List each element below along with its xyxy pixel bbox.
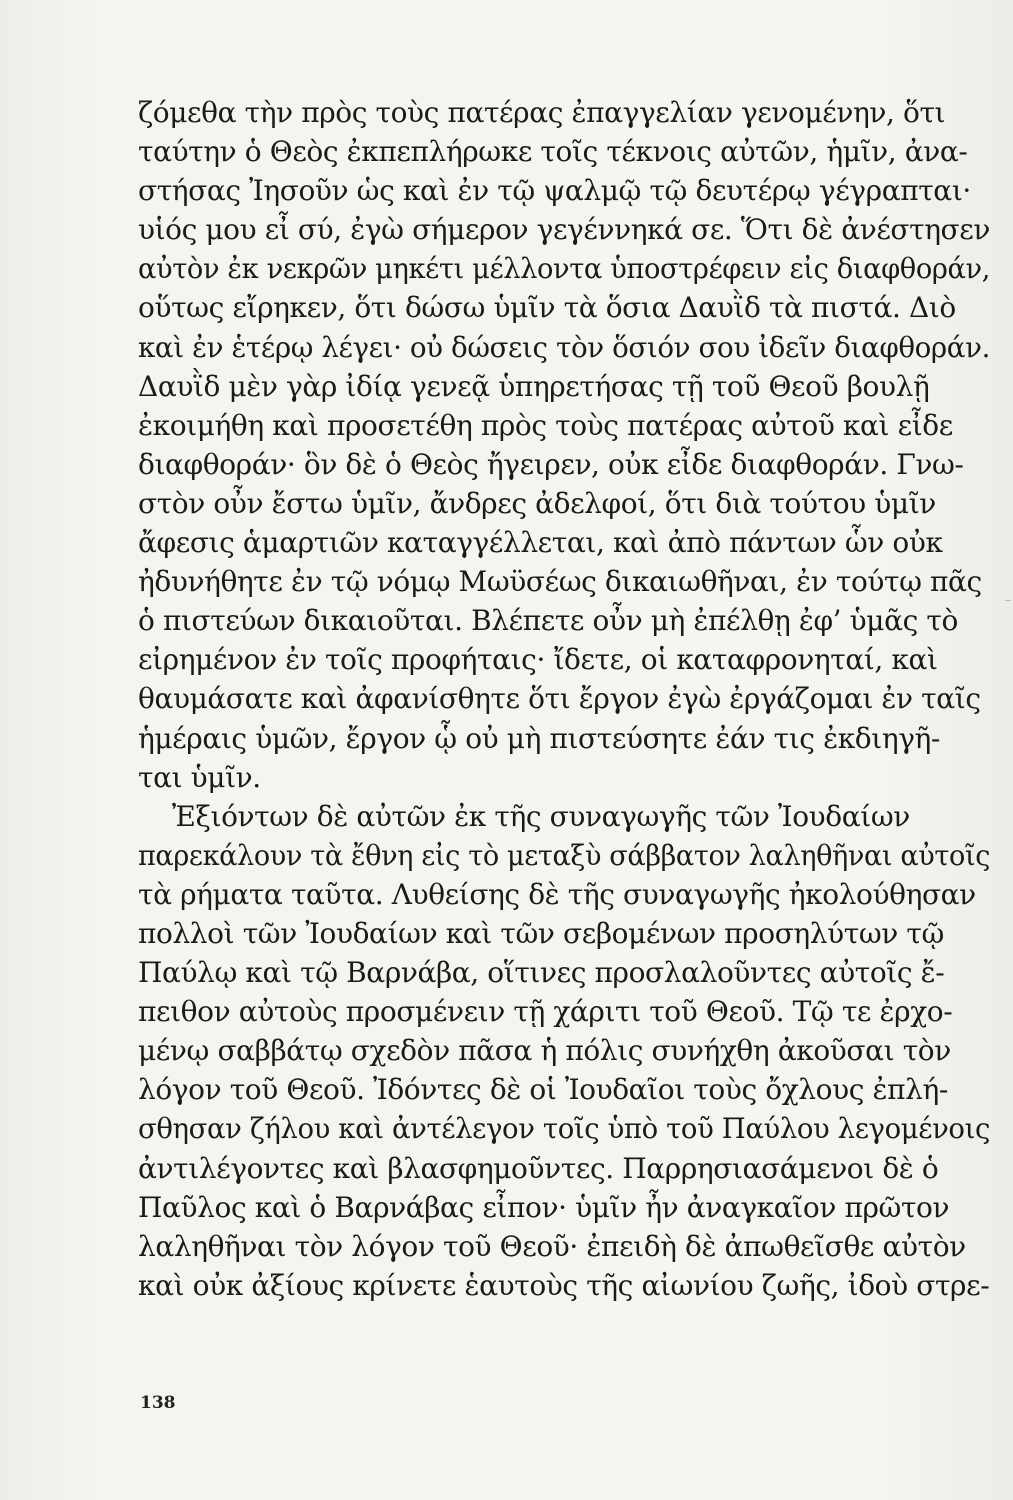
text-line: Παῦλος καὶ ὁ Βαρνάβας εἶπον· ὑμῖν ἦν ἀναγκαῖον πρῶτον	[138, 1190, 950, 1224]
text-line: σθησαν ζήλου καὶ ἀντέλεγον τοῖς ὑπὸ τοῦ Παύλου λεγομένοις	[138, 1112, 990, 1146]
text-line: ζόμεθα τὴν πρὸς τοὺς πατέρας ἐπαγγελίαν γενομένην, ὅτι	[138, 96, 946, 129]
text-line: παρεκάλουν τὰ ἔθνη εἰς τὸ μεταξὺ σάββατον λαληθῆναι αὐτοῖς	[138, 838, 990, 872]
text-line: λόγον τοῦ Θεοῦ. Ἰδόντες δὲ οἱ Ἰουδαῖοι τοὺς ὄχλους ἐπλή-	[138, 1073, 948, 1107]
text-line: ἡμέραις ὑμῶν, ἔργον ᾧ οὐ μὴ πιστεύσητε ἐάν τις ἐκδιηγῆ-	[138, 721, 940, 755]
text-line: ἐκοιμήθη καὶ προσετέθη πρὸς τοὺς πατέρας αὐτοῦ καὶ εἶδε	[138, 408, 953, 442]
text-line: στήσας Ἰησοῦν ὡς καὶ ἐν τῷ ψαλμῷ τῷ δευτέρῳ γέγραπται·	[138, 174, 971, 208]
text-line: Παύλῳ καὶ τῷ Βαρνάβα, οἵτινες προσλαλοῦντες αὐτοῖς ἔ-	[138, 956, 945, 990]
text-line: ταύτην ὁ Θεὸς ἐκπεπλήρωκε τοῖς τέκνοις αὐτῶν, ἡμῖν, ἀνα-	[138, 135, 968, 169]
text-line: πολλοὶ τῶν Ἰουδαίων καὶ τῶν σεβομένων προσηλύτων τῷ	[138, 916, 944, 950]
text-line: υἱός μου εἶ σύ, ἐγὼ σήμερον γεγέννηκά σε. Ὅτι δὲ ἀνέστησεν	[138, 213, 990, 247]
text-line: εἰρημένον ἐν τοῖς προφήταις· ἴδετε, οἱ καταφρονηταί, καὶ	[138, 643, 938, 677]
text-line: αὐτὸν ἐκ νεκρῶν μηκέτι μέλλοντα ὑποστρέφειν εἰς διαφθοράν,	[138, 252, 990, 286]
text-line: στὸν οὖν ἔστω ὑμῖν, ἄνδρες ἀδελφοί, ὅτι διὰ τούτου ὑμῖν	[138, 486, 936, 520]
text-line: οὕτως εἴρηκεν, ὅτι δώσω ὑμῖν τὰ ὅσια Δαυῒδ τὰ πιστά. Διὸ	[138, 291, 956, 325]
text-line: θαυμάσατε καὶ ἀφανίσθητε ὅτι ἔργον ἐγὼ ἐργάζομαι ἐν ταῖς	[138, 682, 981, 716]
text-line: λαληθῆναι τὸν λόγον τοῦ Θεοῦ· ἐπειδὴ δὲ ἀπωθεῖσθε αὐτὸν	[138, 1229, 966, 1263]
text-line: μένῳ σαββάτῳ σχεδὸν πᾶσα ἡ πόλις συνήχθη ἀκοῦσαι τὸν	[138, 1034, 951, 1068]
text-line: ἠδυνήθητε ἐν τῷ νόμῳ Μωϋσέως δικαιωθῆναι, ἐν τούτῳ πᾶς	[138, 565, 982, 599]
text-line: καὶ οὐκ ἀξίους κρίνετε ἑαυτοὺς τῆς αἰωνίου ζωῆς, ἰδοὺ στρε-	[138, 1268, 990, 1302]
body-text	[138, 93, 990, 1305]
text-line: ὁ πιστεύων δικαιοῦται. Βλέπετε οὖν μὴ ἐπέλθῃ ἐφ’ ὑμᾶς τὸ	[138, 604, 958, 638]
paragraph-start-line: Ἐξιόντων δὲ αὐτῶν ἐκ τῆς συναγωγῆς τῶν Ἰουδαίων	[172, 799, 910, 833]
text-line: ται ὑμῖν.	[138, 760, 261, 794]
page-number: 138	[140, 1393, 176, 1413]
text-line: τὰ ρήματα ταῦτα. Λυθείσης δὲ τῆς συναγωγῆς ἠκολούθησαν	[138, 877, 976, 911]
text-line: ἀντιλέγοντες καὶ βλασφημοῦντες. Παρρησιασάμενοι δὲ ὁ	[138, 1151, 939, 1185]
text-line: διαφθοράν· ὃν δὲ ὁ Θεὸς ἤγειρεν, οὐκ εἶδε διαφθοράν. Γνω-	[138, 447, 964, 481]
text-line: Δαυῒδ μὲν γὰρ ἰδίᾳ γενεᾷ ὑπηρετήσας τῇ τοῦ Θεοῦ βουλῇ	[138, 369, 930, 403]
text-line: καὶ ἐν ἑτέρῳ λέγει· οὐ δώσεις τὸν ὅσιόν σου ἰδεῖν διαφθοράν.	[138, 330, 990, 364]
text-line: ἄφεσις ἁμαρτιῶν καταγγέλλεται, καὶ ἀπὸ πάντων ὧν οὐκ	[138, 526, 943, 560]
text-line: πειθον αὐτοὺς προσμένειν τῇ χάριτι τοῦ Θεοῦ. Τῷ τε ἐρχο-	[138, 995, 953, 1029]
page-edge-mark	[1005, 600, 1011, 601]
